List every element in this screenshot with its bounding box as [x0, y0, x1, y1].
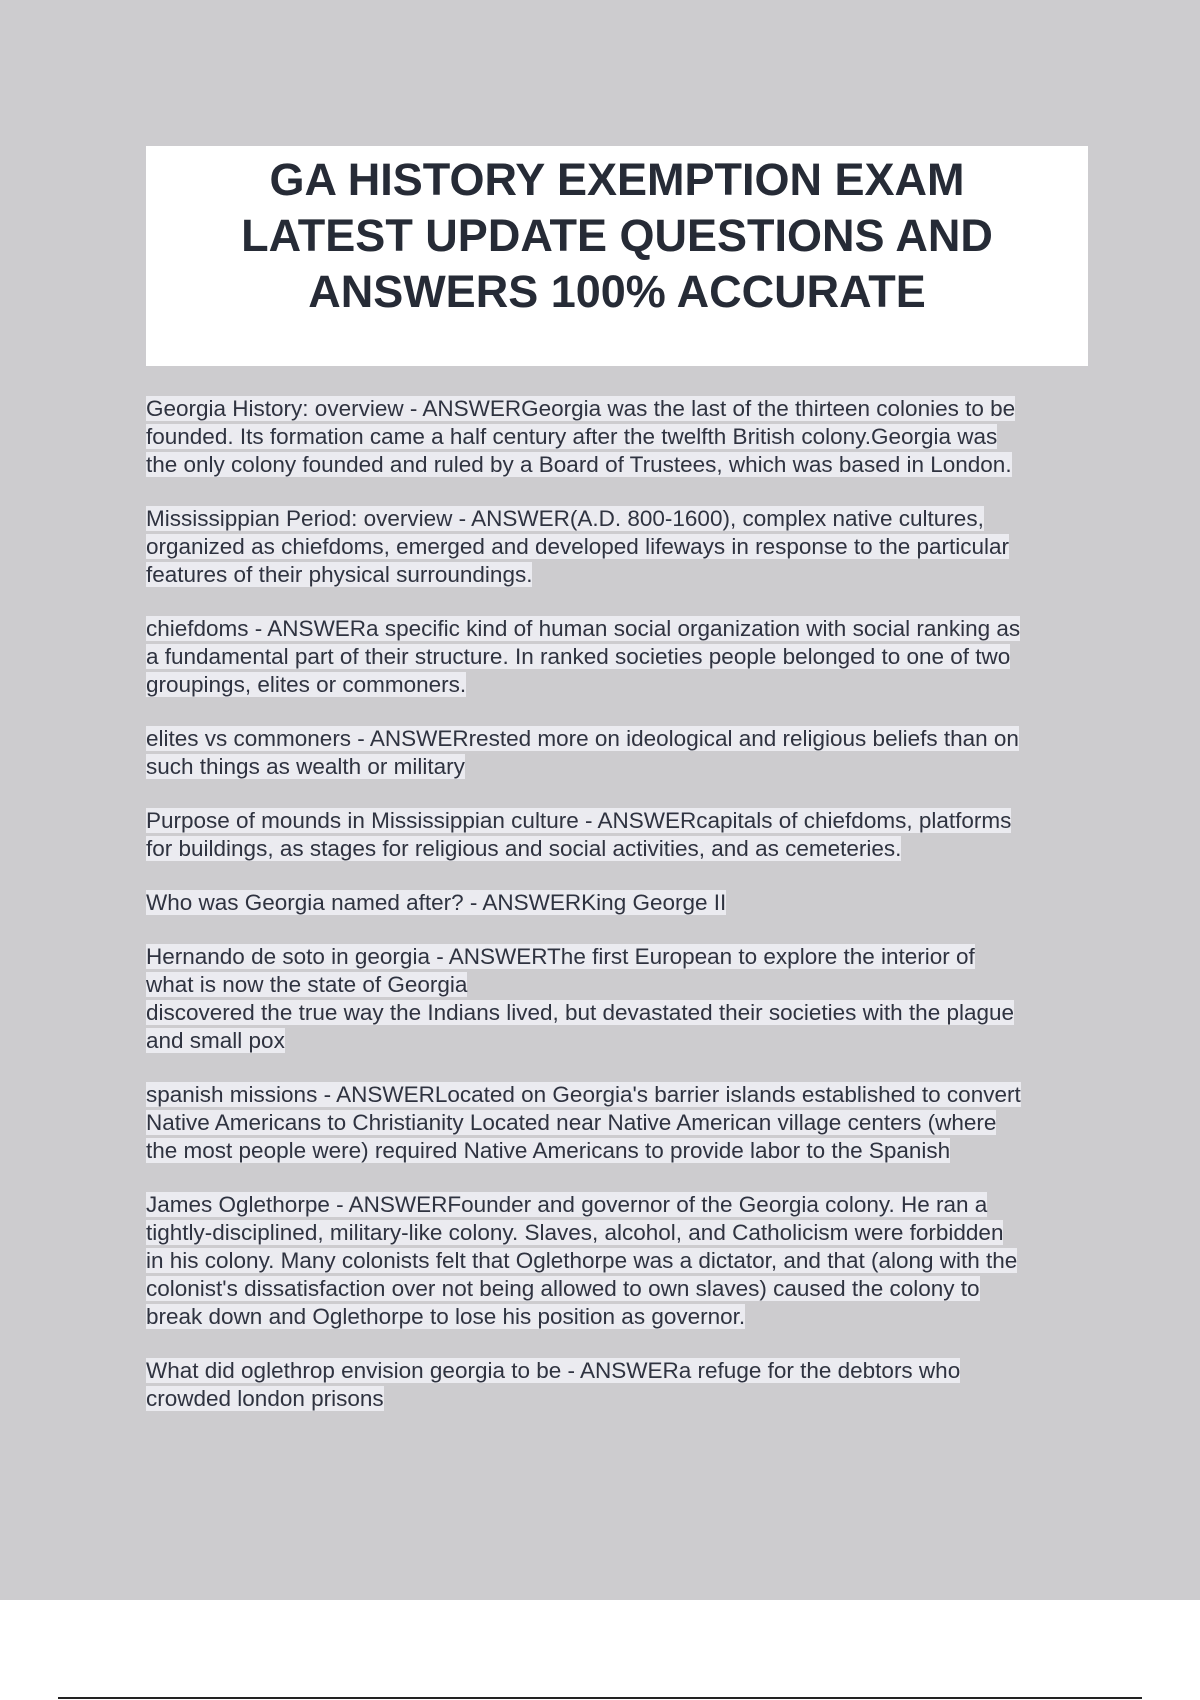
qa-line: What did oglethrop envision georgia to be - ANSWERa refuge for the debtors who — [146, 1358, 961, 1383]
qa-line: elites vs commoners - ANSWERrested more on ideological and religious beliefs than on — [146, 726, 1019, 751]
qa-line: Mississippian Period: overview - ANSWER(A.D. 800-1600), complex native cultures, — [146, 506, 984, 531]
qa-line: the only colony founded and ruled by a Board of Trustees, which was based in London. — [146, 452, 1012, 477]
qa-line: for buildings, as stages for religious and social activities, and as cemeteries. — [146, 836, 902, 861]
title-line: LATEST UPDATE QUESTIONS AND — [241, 210, 993, 261]
qa-entry — [146, 807, 1096, 863]
qa-line: Native Americans to Christianity Located near Native American village centers (where — [146, 1110, 997, 1135]
qa-entry — [146, 725, 1096, 781]
title-line: GA HISTORY EXEMPTION EXAM — [269, 154, 965, 205]
qa-entry — [146, 943, 1096, 1055]
qa-line: James Oglethorpe - ANSWERFounder and governor of the Georgia colony. He ran a — [146, 1192, 988, 1217]
qa-line: spanish missions - ANSWERLocated on Georgia's barrier islands established to convert — [146, 1082, 1021, 1107]
qa-line: groupings, elites or commoners. — [146, 672, 467, 697]
qa-entry — [146, 505, 1096, 589]
qa-line: Purpose of mounds in Mississippian culture - ANSWERcapitals of chiefdoms, platforms — [146, 808, 1012, 833]
qa-line: colonist's dissatisfaction over not being allowed to own slaves) caused the colony to — [146, 1276, 980, 1301]
qa-line: founded. Its formation came a half century after the twelfth British colony.Georgia was — [146, 424, 998, 449]
title-line: ANSWERS 100% ACCURATE — [308, 266, 926, 317]
qa-line: chiefdoms - ANSWERa specific kind of human social organization with social ranking as — [146, 616, 1021, 641]
qa-line: such things as wealth or military — [146, 754, 465, 779]
qa-entry — [146, 615, 1096, 699]
qa-line: organized as chiefdoms, emerged and developed lifeways in response to the particular — [146, 534, 1010, 559]
qa-entry — [146, 1191, 1096, 1331]
qa-line: a fundamental part of their structure. In ranked societies people belonged to one of two — [146, 644, 1011, 669]
qa-line: discovered the true way the Indians lived, but devastated their societies with the plague — [146, 1000, 1015, 1025]
qa-line: crowded london prisons — [146, 1386, 384, 1411]
qa-line: Hernando de soto in georgia - ANSWERThe first European to explore the interior of — [146, 944, 975, 969]
qa-entry — [146, 1357, 1096, 1413]
footer-divider — [58, 1697, 1142, 1699]
qa-entry — [146, 1081, 1096, 1165]
qa-line: in his colony. Many colonists felt that Oglethorpe was a dictator, and that (along with the — [146, 1248, 1018, 1273]
qa-line: features of their physical surroundings. — [146, 562, 533, 587]
qa-entry — [146, 889, 1096, 917]
qa-line: tightly-disciplined, military-like colony. Slaves, alcohol, and Catholicism were forbidden — [146, 1220, 1004, 1245]
qa-line: and small pox — [146, 1028, 285, 1053]
qa-line: what is now the state of Georgia — [146, 972, 468, 997]
qa-list — [146, 395, 1096, 1439]
qa-entry — [146, 395, 1096, 479]
qa-line: break down and Oglethorpe to lose his position as governor. — [146, 1304, 746, 1329]
title-box — [146, 146, 1088, 366]
qa-line: Who was Georgia named after? - ANSWERKing George II — [146, 890, 727, 915]
qa-line: Georgia History: overview - ANSWERGeorgia was the last of the thirteen colonies to be — [146, 396, 1016, 421]
qa-line: the most people were) required Native Americans to provide labor to the Spanish — [146, 1138, 951, 1163]
